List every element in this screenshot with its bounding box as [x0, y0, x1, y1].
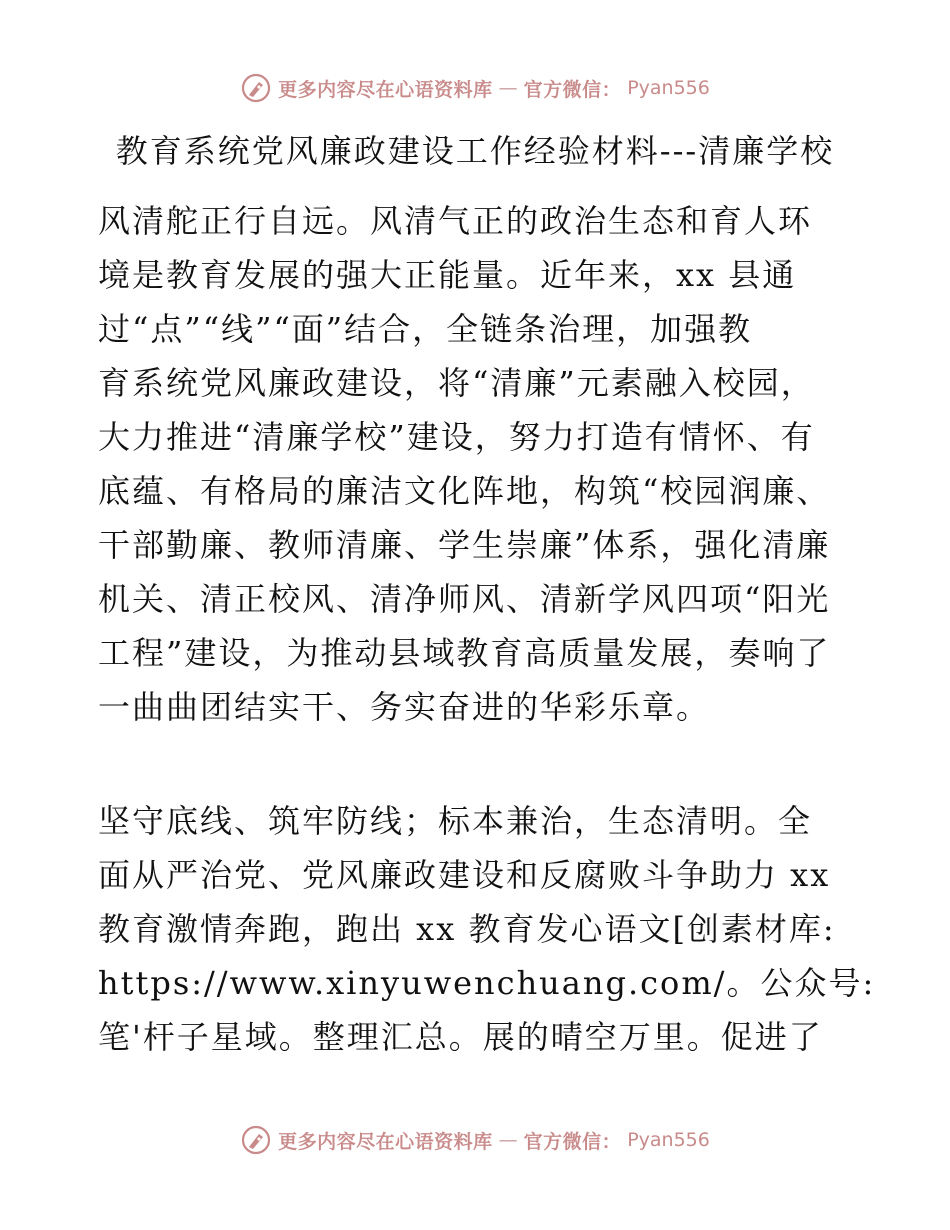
- text-line: 坚守底线、筑牢防线；标本兼治，生态清明。全: [98, 802, 813, 840]
- text-line: 境是教育发展的强大正能量。近年来，xx 县通: [98, 256, 797, 294]
- watermark-separator: —: [498, 77, 518, 99]
- watermark-text: 更多内容尽在心语资料库: [278, 78, 493, 101]
- watermark-header: [0, 72, 950, 104]
- text-line: 底蕴、有格局的廉洁文化阵地，构筑“校园润廉、: [98, 472, 831, 510]
- pen-nib-logo-icon: [240, 72, 272, 104]
- text-line: 机关、清正校风、清净师风、清新学风四项“阳光: [98, 580, 831, 618]
- watermark-label: 官方微信：: [523, 78, 622, 101]
- text-line: 教育激情奔跑，跑出 xx 教育发心语文[创素材库:: [98, 910, 836, 948]
- text-line: 面从严治党、党风廉政建设和反腐败斗争助力 xx: [98, 856, 831, 894]
- watermark-separator: —: [498, 1129, 518, 1151]
- pen-nib-logo-icon: [240, 1124, 272, 1156]
- watermark-text: 更多内容尽在心语资料库: [278, 1130, 493, 1153]
- text-line: 一曲曲团结实干、务实奋进的华彩乐章。: [98, 688, 711, 726]
- text-line: 育系统党风廉政建设，将“清廉”元素融入校园，: [98, 364, 815, 402]
- text-line: 大力推进“清廉学校”建设，努力打造有情怀、有: [98, 418, 815, 456]
- watermark-footer: [0, 1124, 950, 1156]
- watermark-id: Pyan556: [627, 77, 710, 99]
- text-line: 工程”建设，为推动县域教育高质量发展，奏响了: [98, 634, 831, 672]
- text-line: 干部勤廉、教师清廉、学生崇廉”体系，强化清廉: [98, 526, 831, 564]
- text-line: https://www.xinyuwenchuang.com/。公众号:: [98, 964, 876, 1002]
- text-line: 过“点”“线”“面”结合，全链条治理，加强教: [98, 310, 753, 348]
- document-title: 教育系统党风廉政建设工作经验材料---清廉学校: [115, 132, 835, 170]
- paragraph-2: [98, 794, 876, 1064]
- watermark-label: 官方微信：: [523, 1130, 622, 1153]
- paragraph-1: [98, 194, 858, 734]
- text-line: 风清舵正行自远。风清气正的政治生态和育人环: [98, 202, 813, 240]
- text-line: 笔'杆子星域。整理汇总。展的晴空万里。促进了: [98, 1018, 823, 1056]
- watermark-id: Pyan556: [627, 1129, 710, 1151]
